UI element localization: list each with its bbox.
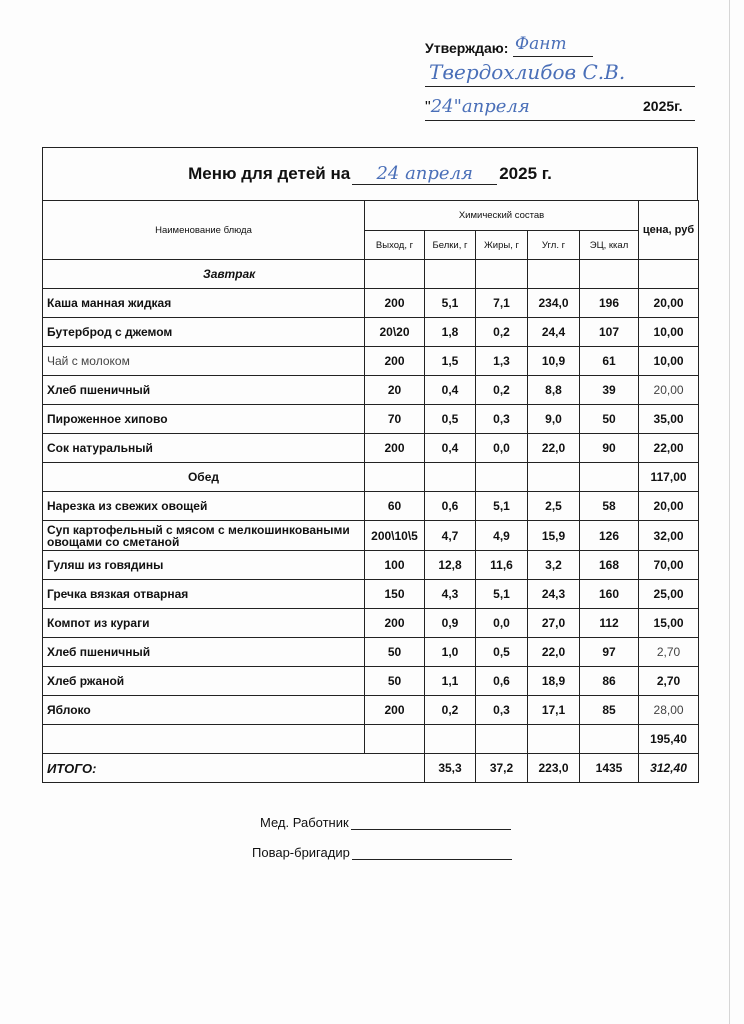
approver-name-handwritten: Твердохлибов С.В. [429,60,626,84]
yield-value: 50 [365,638,425,667]
yield-value: 70 [365,405,425,434]
price-value: 32,00 [639,521,699,551]
yield-value: 20 [365,376,425,405]
section-lunch: Обед [43,463,365,492]
dish-name: Хлеб пшеничный [43,376,365,405]
dish-name: Бутерброд с джемом [43,318,365,347]
fat-value: 0,3 [476,696,528,725]
price-value: 25,00 [639,580,699,609]
yield-value: 200 [365,696,425,725]
title-date-handwritten: 24 апреля [352,163,497,185]
fat-value: 11,6 [476,551,528,580]
yield-value: 200\10\5 [365,521,425,551]
energy-value: 112 [580,609,639,638]
title-suffix: 2025 г. [499,164,552,183]
protein-value: 5,1 [425,289,476,318]
yield-value: 200 [365,347,425,376]
dish-name: Чай с молоком [43,347,365,376]
dish-name: Нарезка из свежих овощей [43,492,365,521]
section-row-lunch [43,463,699,492]
protein-value: 0,4 [425,376,476,405]
breakfast-total-price: 117,00 [639,463,699,492]
menu-row [43,347,699,376]
dish-name: Яблоко [43,696,365,725]
menu-title [42,147,698,200]
price-value: 28,00 [639,696,699,725]
energy-value: 196 [580,289,639,318]
carbs-value: 24,4 [528,318,580,347]
carbs-value: 8,8 [528,376,580,405]
carbs-value: 22,0 [528,638,580,667]
fat-value: 0,5 [476,638,528,667]
menu-row [43,667,699,696]
grand-total-carbs: 223,0 [528,754,580,783]
fat-value: 5,1 [476,580,528,609]
carbs-value: 17,1 [528,696,580,725]
energy-value: 160 [580,580,639,609]
menu-document [42,147,698,783]
protein-value: 1,8 [425,318,476,347]
grand-total-energy: 1435 [580,754,639,783]
title-prefix: Меню для детей на [188,164,351,183]
menu-row [43,405,699,434]
protein-value: 1,0 [425,638,476,667]
menu-row [43,638,699,667]
price-value: 10,00 [639,318,699,347]
dish-name: Хлеб ржаной [43,667,365,696]
carbs-value: 15,9 [528,521,580,551]
menu-row [43,580,699,609]
yield-value: 200 [365,434,425,463]
menu-row [43,434,699,463]
energy-value: 58 [580,492,639,521]
yield-value: 150 [365,580,425,609]
protein-value: 0,9 [425,609,476,638]
fat-value: 0,2 [476,376,528,405]
price-value: 10,00 [639,347,699,376]
cook-label: Повар-бригадир [252,845,350,860]
carbs-value: 18,9 [528,667,580,696]
header-carbs: Угл. г [528,231,580,260]
fat-value: 0,2 [476,318,528,347]
name-line [425,86,695,87]
yield-value: 200 [365,609,425,638]
dish-name: Суп картофельный с мясом с мелкошинковаными овощами со сметаной [43,521,365,551]
fat-value: 7,1 [476,289,528,318]
grand-total-label: ИТОГО: [43,754,425,783]
fat-value: 4,9 [476,521,528,551]
grand-total-row [43,754,699,783]
dish-name: Гуляш из говядины [43,551,365,580]
fat-value: 0,3 [476,405,528,434]
energy-value: 61 [580,347,639,376]
price-value: 35,00 [639,405,699,434]
fat-value: 0,0 [476,609,528,638]
dish-name: Гречка вязкая отварная [43,580,365,609]
approval-date-handwritten: 24"апреля [430,96,530,117]
menu-row [43,376,699,405]
carbs-value: 9,0 [528,405,580,434]
protein-value: 12,8 [425,551,476,580]
approval-label: Утверждаю: [425,40,509,56]
carbs-value: 24,3 [528,580,580,609]
menu-row [43,551,699,580]
lunch-total-price: 195,40 [639,725,699,754]
header-yield: Выход, г [365,231,425,260]
carbs-value: 2,5 [528,492,580,521]
price-value: 70,00 [639,551,699,580]
date-line [425,120,695,121]
header-price: цена, руб [639,201,699,260]
yield-value: 60 [365,492,425,521]
dish-name: Сок натуральный [43,434,365,463]
price-value: 20,00 [639,492,699,521]
protein-value: 0,6 [425,492,476,521]
yield-value: 50 [365,667,425,696]
dish-name: Компот из кураги [43,609,365,638]
menu-row [43,521,699,551]
price-value: 15,00 [639,609,699,638]
yield-value: 100 [365,551,425,580]
protein-value: 0,5 [425,405,476,434]
energy-value: 107 [580,318,639,347]
medical-label: Мед. Работник [260,815,349,830]
menu-row [43,696,699,725]
price-value: 20,00 [639,289,699,318]
fat-value: 1,3 [476,347,528,376]
grand-total-price: 312,40 [639,754,699,783]
header-energy: ЭЦ, ккал [580,231,639,260]
header-protein: Белки, г [425,231,476,260]
protein-value: 1,1 [425,667,476,696]
section-row-breakfast [43,260,699,289]
energy-value: 126 [580,521,639,551]
energy-value: 50 [580,405,639,434]
cook-signature-line [352,846,512,860]
energy-value: 85 [580,696,639,725]
lunch-total-row [43,725,699,754]
menu-row [43,492,699,521]
header-chemical-composition: Химический состав [365,201,639,231]
menu-table [42,200,699,783]
price-value: 2,70 [639,638,699,667]
protein-value: 0,4 [425,434,476,463]
protein-value: 0,2 [425,696,476,725]
price-value: 22,00 [639,434,699,463]
energy-value: 86 [580,667,639,696]
yield-value: 200 [365,289,425,318]
menu-row [43,318,699,347]
menu-row [43,609,699,638]
grand-total-fat: 37,2 [476,754,528,783]
fat-value: 5,1 [476,492,528,521]
energy-value: 97 [580,638,639,667]
medical-signature-line [351,816,511,830]
header-dish-name: Наименование блюда [43,201,365,260]
price-value: 20,00 [639,376,699,405]
protein-value: 4,7 [425,521,476,551]
carbs-value: 10,9 [528,347,580,376]
approval-year: 2025г. [643,98,683,114]
price-value: 2,70 [639,667,699,696]
fat-value: 0,0 [476,434,528,463]
energy-value: 39 [580,376,639,405]
signature-line [513,56,593,57]
fat-value: 0,6 [476,667,528,696]
header-fat: Жиры, г [476,231,528,260]
carbs-value: 234,0 [528,289,580,318]
carbs-value: 3,2 [528,551,580,580]
carbs-value: 22,0 [528,434,580,463]
approval-date: "24"апреля [425,96,530,117]
page-edge-line [729,0,730,1024]
protein-value: 4,3 [425,580,476,609]
menu-row [43,289,699,318]
energy-value: 90 [580,434,639,463]
section-breakfast: Завтрак [43,260,365,289]
grand-total-protein: 35,3 [425,754,476,783]
protein-value: 1,5 [425,347,476,376]
medical-signature-row [260,815,511,830]
cook-signature-row [252,845,512,860]
dish-name: Каша манная жидкая [43,289,365,318]
energy-value: 168 [580,551,639,580]
carbs-value: 27,0 [528,609,580,638]
dish-name: Хлеб пшеничный [43,638,365,667]
dish-name: Пироженное хипово [43,405,365,434]
approval-signature: Фант [515,34,567,54]
yield-value: 20\20 [365,318,425,347]
